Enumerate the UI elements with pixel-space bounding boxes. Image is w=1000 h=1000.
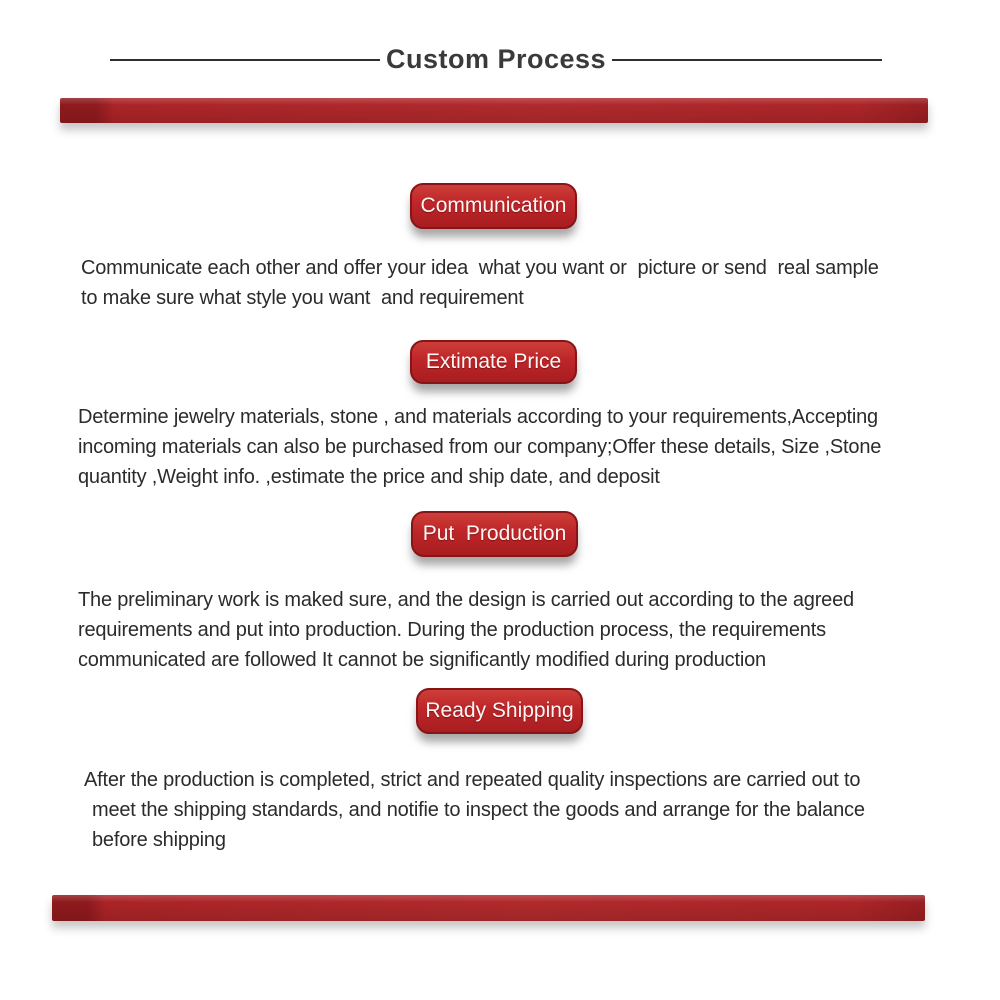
step-badge-estimate-price [410, 340, 577, 384]
title-rule-right [612, 59, 882, 61]
title-rule-left [110, 59, 380, 61]
description-line: Determine jewelry materials, stone , and materials according to your requirements,Accepting [78, 406, 878, 428]
description-line: to make sure what style you want and requirement [81, 287, 524, 309]
description-line: The preliminary work is maked sure, and the design is carried out according to the agreed [78, 589, 854, 611]
step-description-put-production [78, 585, 854, 675]
section-header [0, 44, 1000, 75]
description-line: After the production is completed, strict and repeated quality inspections are carried out to [84, 769, 861, 791]
description-line: Communicate each other and offer your idea what you want or picture or send real sample [81, 257, 879, 279]
step-badge-label: Put Production [422, 522, 567, 545]
step-badge-ready-shipping [416, 688, 583, 734]
step-badge-label: Ready Shipping [425, 699, 574, 722]
step-description-communication [81, 253, 879, 313]
page-title: Custom Process [385, 44, 607, 74]
description-line: incoming materials can also be purchased from our company;Offer these details, Size ,Stone [78, 436, 882, 458]
step-badge-put-production [411, 511, 578, 557]
description-line: communicated are followed It cannot be significantly modified during production [78, 649, 766, 671]
top-ribbon-bar [60, 98, 928, 123]
step-badge-label: Communication [420, 194, 567, 217]
description-line: requirements and put into production. During the production process, the requirements [78, 619, 826, 641]
description-line: before shipping [92, 829, 226, 851]
description-line: quantity ,Weight info. ,estimate the price and ship date, and deposit [78, 466, 660, 488]
step-description-ready-shipping [84, 765, 865, 855]
step-description-estimate-price [78, 402, 881, 492]
description-line: meet the shipping standards, and notifie to inspect the goods and arrange for the balance [92, 799, 865, 821]
bottom-ribbon-bar [52, 895, 925, 921]
step-badge-communication [410, 183, 577, 229]
step-badge-label: Extimate Price [425, 350, 562, 373]
